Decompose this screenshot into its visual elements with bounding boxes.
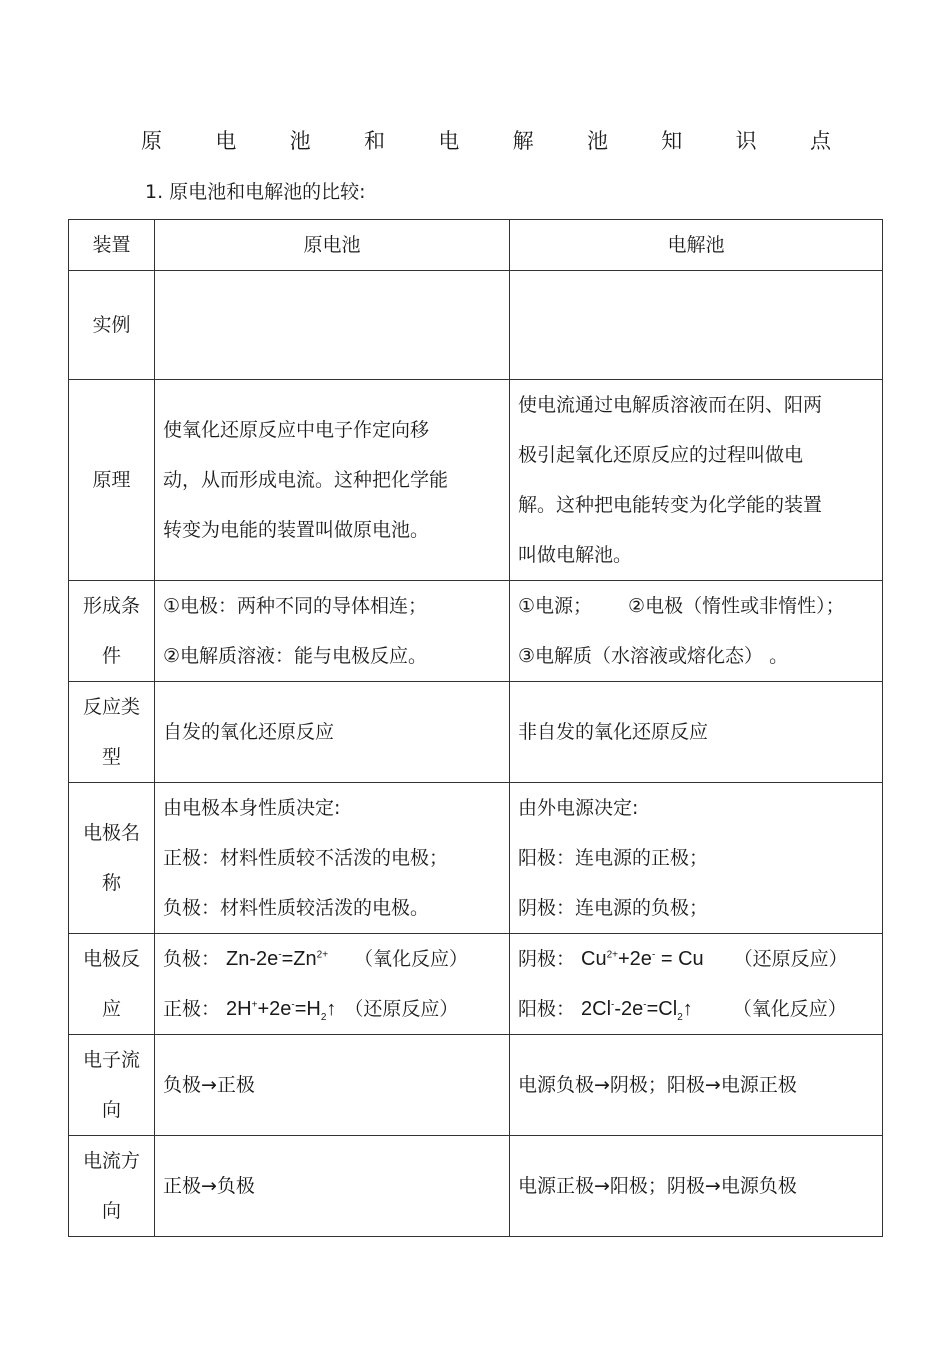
text-line: 动，从而形成电流。这种把化学能 — [163, 469, 449, 491]
formula-part: +2e — [257, 998, 292, 1020]
formula-part: =H — [294, 998, 321, 1020]
equation-prefix: 阴极： — [518, 948, 576, 970]
formula-part: -2e — [614, 998, 644, 1020]
gas-arrow-icon: ↑ — [326, 998, 337, 1020]
header-device: 装置 — [69, 220, 155, 271]
condition-electrode: ②电极（惰性或非惰性）； — [628, 595, 845, 617]
title-char: 原 — [141, 129, 162, 153]
cell-example-electrolytic — [510, 271, 883, 380]
title-char: 知 — [661, 129, 683, 153]
label-electrode-reaction — [69, 934, 155, 1035]
cell-current-direction-electrolytic: 电源正极→阳极；阴极→电源负极 — [510, 1136, 883, 1237]
title-char: 电 — [215, 129, 237, 153]
formula-part: +2e — [618, 948, 652, 970]
cell-conditions-electrolytic — [510, 581, 883, 682]
title-char: 池 — [289, 129, 311, 153]
superscript: - — [278, 949, 282, 961]
cell-principle-galvanic — [155, 380, 510, 581]
label-line: 向 — [101, 1200, 121, 1222]
row-conditions — [69, 581, 883, 682]
equation-cathode — [518, 934, 874, 984]
comparison-table — [68, 219, 883, 1237]
header-electrolytic-cell: 电解池 — [510, 220, 883, 271]
cell-reaction-type-electrolytic: 非自发的氧化还原反应 — [510, 682, 883, 783]
reaction-note: （还原反应） — [344, 998, 459, 1020]
formula-part: =Zn — [281, 948, 317, 970]
label-line: 电流方 — [82, 1150, 140, 1172]
gas-arrow-icon: ↑ — [682, 998, 693, 1020]
label-line: 应 — [101, 998, 121, 1020]
equation-negative-electrode — [163, 934, 501, 984]
superscript: 2+ — [606, 949, 618, 961]
row-principle — [69, 380, 883, 581]
text-line: 解。这种把电能转变为化学能的装置 — [518, 494, 823, 516]
equation-prefix: 阳极： — [518, 998, 576, 1020]
cell-electrode-name-galvanic — [155, 783, 510, 934]
cell-electron-flow-galvanic: 负极→正极 — [155, 1035, 510, 1136]
row-electrode-reaction — [69, 934, 883, 1035]
label-electron-flow — [69, 1035, 155, 1136]
title-char: 和 — [363, 129, 385, 153]
label-line: 电极名 — [82, 822, 140, 844]
label-principle: 原理 — [69, 380, 155, 581]
reaction-note: （氧化反应） — [354, 948, 469, 970]
label-line: 型 — [101, 746, 121, 768]
text-line: 正极：材料性质较不活泼的电极； — [163, 847, 449, 869]
row-reaction-type — [69, 682, 883, 783]
text-line: 由外电源决定: — [518, 797, 639, 819]
label-line: 电子流 — [82, 1049, 140, 1071]
text-line: 极引起氧化还原反应的过程叫做电 — [518, 444, 804, 466]
formula-part: 2H — [226, 998, 252, 1020]
cell-principle-electrolytic — [510, 380, 883, 581]
superscript: - — [611, 999, 615, 1011]
header-galvanic-cell: 原电池 — [155, 220, 510, 271]
condition-power: ①电源； — [518, 595, 593, 617]
cell-electrode-reaction-electrolytic — [510, 934, 883, 1035]
text-line: 叫做电解池。 — [518, 544, 633, 566]
text-line: ①电极：两种不同的导体相连； — [163, 595, 428, 617]
title-char: 解 — [512, 129, 534, 153]
equation-anode — [518, 984, 874, 1034]
table-header-row — [69, 220, 883, 271]
superscript: - — [643, 999, 647, 1011]
equation-formula — [226, 948, 328, 970]
row-example — [69, 271, 883, 380]
formula-part: Cu — [581, 948, 607, 970]
label-line: 反应类 — [82, 696, 140, 718]
text-line: 使电流通过电解质溶液而在阴、阳两 — [518, 394, 823, 416]
label-conditions — [69, 581, 155, 682]
subscript: 2 — [677, 1012, 683, 1023]
row-electrode-name — [69, 783, 883, 934]
superscript: - — [291, 999, 295, 1011]
title-char: 池 — [586, 129, 608, 153]
label-line: 形成条 — [82, 595, 140, 617]
superscript: 2+ — [316, 949, 329, 961]
formula-part: = Cu — [655, 948, 704, 970]
label-line: 向 — [101, 1099, 121, 1121]
formula-part: =Cl — [646, 998, 678, 1020]
text-line: 阴极：连电源的负极； — [518, 897, 709, 919]
superscript: - — [651, 949, 656, 961]
text-line: ③电解质（水溶液或熔化态） 。 — [518, 645, 789, 667]
cell-example-galvanic — [155, 271, 510, 380]
text-line: 由电极本身性质决定: — [163, 797, 341, 819]
cell-current-direction-galvanic: 正极→负极 — [155, 1136, 510, 1237]
label-reaction-type — [69, 682, 155, 783]
text-line: 使氧化还原反应中电子作定向移 — [163, 419, 430, 441]
title-char: 电 — [438, 129, 460, 153]
label-current-direction — [69, 1136, 155, 1237]
equation-formula — [226, 998, 337, 1023]
reaction-note: （还原反应） — [733, 948, 848, 970]
equation-formula — [581, 998, 693, 1023]
label-electrode-name — [69, 783, 155, 934]
equation-prefix: 正极： — [163, 998, 221, 1020]
text-line: 负极：材料性质较活泼的电极。 — [163, 897, 430, 919]
equation-formula — [581, 948, 704, 970]
cell-electron-flow-electrolytic: 电源负极→阴极；阳极→电源正极 — [510, 1035, 883, 1136]
formula-part: 2Cl — [581, 998, 612, 1020]
label-example: 实例 — [69, 271, 155, 380]
title-char: 点 — [809, 129, 831, 153]
label-line: 称 — [101, 872, 121, 894]
row-electron-flow — [69, 1035, 883, 1136]
label-line: 电极反 — [82, 948, 140, 970]
superscript: + — [251, 999, 258, 1011]
row-current-direction — [69, 1136, 883, 1237]
text-line: ②电解质溶液：能与电极反应。 — [163, 645, 428, 667]
text-line — [518, 581, 874, 631]
cell-electrode-name-electrolytic — [510, 783, 883, 934]
formula-part: Zn-2e — [226, 948, 279, 970]
text-line: 阳极：连电源的正极； — [518, 847, 709, 869]
title-char: 识 — [735, 129, 757, 153]
page-title — [141, 127, 831, 155]
equation-positive-electrode — [163, 984, 501, 1034]
cell-reaction-type-galvanic: 自发的氧化还原反应 — [155, 682, 510, 783]
subscript: 2 — [320, 1012, 327, 1023]
equation-prefix: 负极： — [163, 948, 221, 970]
cell-electrode-reaction-galvanic — [155, 934, 510, 1035]
reaction-note: （氧化反应） — [732, 998, 847, 1020]
section-heading: 1. 原电池和电解池的比较: — [145, 181, 366, 203]
label-line: 件 — [101, 645, 121, 667]
cell-conditions-galvanic — [155, 581, 510, 682]
text-line: 转变为电能的装置叫做原电池。 — [163, 519, 430, 541]
